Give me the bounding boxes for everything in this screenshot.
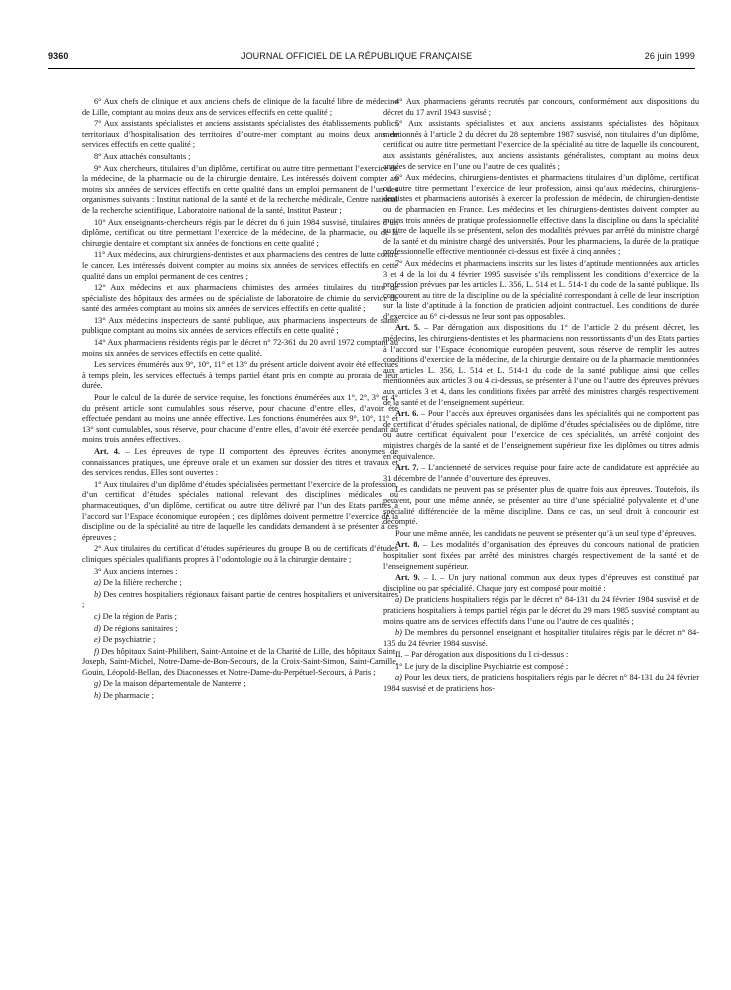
paragraph bbox=[82, 152, 398, 163]
paragraph bbox=[82, 97, 398, 118]
paragraph bbox=[383, 485, 699, 527]
paragraph bbox=[383, 173, 699, 258]
publication-date: 26 juin 1999 bbox=[644, 51, 695, 61]
paragraph bbox=[82, 360, 398, 392]
paragraph-text: Les candidats ne peuvent pas se présenter plus de quatre fois aux épreuves. Toutefois, ils peuvent, pour une même année, se présenter au titre d’une spécialité polyvalente et d’une spécialité différenciée de la même discipline. Dans ce cas, un seul droit à concourir est décompté. bbox=[383, 485, 699, 527]
paragraph bbox=[383, 529, 699, 540]
paragraph-text: – I. – Un jury national commun aux deux types d’épreuves est constitué par discipline ou par spécialité. Chaque jury est composé pour moitié : bbox=[383, 573, 700, 593]
paragraph-text: 14° Aux pharmaciens résidents régis par le décret n° 72-361 du 20 avril 1972 comptant au moins six années de services effectifs en cette qualité. bbox=[82, 338, 398, 358]
paragraph bbox=[82, 578, 398, 589]
item-letter: a) bbox=[395, 673, 402, 683]
header-rule bbox=[48, 68, 695, 69]
paragraph-text: 7° Aux assistants spécialistes et anciens assistants spécialistes des établissements publics territoriaux d’hospitalisation des territoires d’outre-mer comptant au moins deux ans de services effectifs en cette qualité ; bbox=[82, 119, 398, 150]
paragraph bbox=[383, 323, 699, 408]
paragraph-text: 10° Aux enseignants-chercheurs régis par le décret du 6 juin 1984 susvisé, titulaires d’un diplôme, certificat ou titre permettant l’exercice de la médecine, de la pharmacie, ou de la chirurgie dentaire et comptant six années de fonctions en cette qualité ; bbox=[82, 217, 398, 248]
paragraph bbox=[82, 590, 398, 611]
paragraph bbox=[82, 393, 398, 446]
page-header bbox=[48, 51, 695, 67]
article-heading: Art. 5. bbox=[395, 323, 421, 333]
paragraph bbox=[82, 218, 398, 250]
paragraph-text: Pour les deux tiers, de praticiens hospitaliers régis par le décret n° 84-131 du 24 février 1984 susvisé et de praticiens hos- bbox=[383, 673, 699, 694]
paragraph-text: 1° Le jury de la discipline Psychiatrie est composé : bbox=[395, 661, 569, 671]
item-letter: b) bbox=[94, 589, 101, 599]
paragraph-text: 7° Aux médecins et pharmaciens inscrits sur les listes d’aptitude mentionnées aux articles 3 et 4 de la loi du 4 février 1995 susvisée s’ils remplissent les conditions d’exercice de la profession prévues par les articles L. 356, L. 514 et L. 514-1 du code de la santé publique. Ils concourent au titre de la discipline ou de la spécialité correspondant à celle de leur inscription sur la liste d’aptitude à la fonction de praticien adjoint contractuel. Les conditions de durée d’exercice au 6° ci-dessus ne leur sont pas opposables. bbox=[383, 258, 699, 321]
paragraph-text: Pour une même année, les candidats ne peuvent se présenter qu’à un seul type d’épreuves. bbox=[395, 528, 697, 538]
paragraph-text: 12° Aux médecins et aux pharmaciens chimistes des armées titulaires du titre de spécialiste des hôpitaux des armées ou de spécialiste de laboratoire de chimie du service de santé des armées comptant au moins six années de services effectifs en cette qualité ; bbox=[82, 283, 398, 314]
paragraph bbox=[383, 259, 699, 323]
paragraph-text: 4° Aux pharmaciens gérants recrutés par concours, conformément aux dispositions du décret du 17 avril 1943 susvisé ; bbox=[383, 97, 699, 117]
paragraph bbox=[82, 447, 398, 479]
paragraph-text: Les services énumérés aux 9°, 10°, 11° et 13° du présent article doivent avoir été effectués à temps plein, les services effectués à temps partiel étant pris en compte au prorata de leur durée. bbox=[82, 360, 398, 391]
paragraph bbox=[383, 119, 699, 172]
paragraph-text: 6° Aux médecins, chirurgiens-dentistes et pharmaciens titulaires d’un diplôme, certificat ou autre titre permettant l’exercice de leur profession, ainsi qu’aux médecins, chirurgiens-dentistes et pharmaciens autorisés à exercer la profession de médecin, de chirurgien-dentiste ou de pharmacien en France. Les médecins et les chirurgiens-dentistes doivent compter au moins trois années de pratique professionnelle effective dans la discipline ou dans la spécialité au titre de laquelle ils se présentent, selon des modalités prévues par arrêté du ministre chargé de la santé et du ministre chargé des universités. Pour les pharmaciens, la durée de la pratique professionnelle effective mentionnée ci-dessus est fixée à cinq années ; bbox=[383, 173, 699, 257]
paragraph-text: Des hôpitaux Saint-Philibert, Saint-Antoine et de la Charité de Lille, des hôpitaux Saint-Joseph, Saint-Michel, Notre-Dame-de-Bon-Secours, de la Croix-Saint-Simon, Saint-Camille, Gouin, Léopold-Bellan, des Diaconesses et Notre-Dame-du-Perpétuel-Secours, à Paris ; bbox=[82, 646, 398, 677]
paragraph bbox=[383, 409, 699, 462]
paragraph bbox=[82, 480, 398, 544]
article-heading: Art. 7. bbox=[395, 463, 419, 473]
paragraph-text: 1° Aux titulaires d’un diplôme d’études spécialisées permettant l’exercice de la profession, d’un certificat d’études spéciales national relevant des disciplines médicales ou pharmaceutiques, d’un diplôme, certificat ou autre titre délivré par l’un des Etats parties à l’accord sur l’Espace économique européen ; ces diplômes doivent permettre l’exercice de la discipline ou de la spécialité au titre de laquelle les candidats demandent à se présenter à ces épreuves ; bbox=[82, 479, 398, 542]
paragraph bbox=[82, 250, 398, 282]
article-heading: Art. 9. bbox=[395, 573, 420, 583]
paragraph bbox=[82, 316, 398, 337]
article-heading: Art. 4. bbox=[94, 447, 121, 456]
paragraph-text: De régions sanitaires ; bbox=[100, 623, 178, 633]
page-number: 9360 bbox=[48, 51, 69, 61]
paragraph bbox=[82, 691, 398, 702]
article-heading: Art. 8. bbox=[395, 540, 420, 550]
paragraph-text: 9° Aux chercheurs, titulaires d’un diplôme, certificat ou autre titre permettant l’exercice de la médecine, de la pharmacie ou de la chirurgie dentaire. Les intéressés doivent compter au moins six années de services effectifs en cette qualité dans un emploi permanent de l’un des organismes suivants : Institut national de la santé et de la recherche médicale, Centre national de la recherche scientifique, Laboratoire national de la santé, Institut Pasteur ; bbox=[82, 163, 398, 215]
paragraph bbox=[82, 283, 398, 315]
paragraph bbox=[82, 544, 398, 565]
paragraph bbox=[82, 567, 398, 578]
paragraph bbox=[82, 647, 398, 679]
paragraph-text: – Pour l’accès aux épreuves organisées dans les spécialités qui ne comportent pas de certificat d’études spéciales national, de diplôme d’études spécialisées ou de diplôme, titre ou autre certificat équivalent pour l’exercice de ces spécialités, un arrêté conjoint des ministres chargés de la santé et de l’enseignement supérieur fixe les diplômes ou titres admis en équivalence. bbox=[383, 409, 700, 461]
paragraph-text: – Par dérogation aux dispositions du 1° de l’article 2 du présent décret, les médecins, les chirurgiens-dentistes et les pharmaciens non ressortissants d’un des Etats parties à l’accord sur l’Espace économique européen peuvent, sous réserve de remplir les autres conditions d’exercice de la médecine, de la chirurgie dentaire ou de la pharmacie mentionnées aux articles L. 356, L. 514 et L. 514-1 du code de la santé publique ainsi que celles mentionnées aux articles 3 ou 4 ci-dessus, se présenter à l’une ou l’autre des épreuves prévues aux articles 3 et 4, dans les conditions fixées par arrêté des ministres chargés respectivement de la santé et de l’enseignement supérieur. bbox=[383, 323, 700, 407]
left-column bbox=[82, 97, 398, 703]
paragraph bbox=[82, 164, 398, 217]
paragraph bbox=[383, 628, 699, 649]
paragraph-text: Des centres hospitaliers régionaux faisant partie de centres hospitaliers et universitaires ; bbox=[82, 589, 398, 610]
paragraph-text: 8° Aux attachés consultants ; bbox=[94, 151, 191, 161]
paragraph bbox=[82, 612, 398, 623]
paragraph bbox=[82, 679, 398, 690]
paragraph-text: 13° Aux médecins inspecteurs de santé publique, aux pharmaciens inspecteurs de santé publique comptant au moins six années de services effectifs en cette qualité ; bbox=[82, 315, 398, 336]
paragraph bbox=[383, 540, 699, 572]
paragraph bbox=[383, 595, 699, 627]
paragraph-text: II. – Par dérogation aux dispositions du I ci-dessus : bbox=[395, 650, 569, 660]
item-letter: e) bbox=[94, 635, 101, 645]
paragraph-text: 6° Aux chefs de clinique et aux anciens chefs de clinique de la faculté libre de médecine de Lille, comptant au moins deux ans de services effectifs en cette qualité ; bbox=[82, 97, 398, 117]
paragraph bbox=[82, 624, 398, 635]
item-letter: d) bbox=[94, 623, 101, 633]
item-letter: g) bbox=[94, 679, 101, 689]
paragraph-text: 5° Aux assistants spécialistes et aux anciens assistants spécialistes des hôpitaux mentionnés à l’article 2 du décret du 28 septembre 1987 susvisé, non titulaires d’un diplôme, certificat ou autre titre permettant l’exercice de la spécialité au titre de laquelle ils concourent, aux assistants généralistes, aux anciens assistants généralistes, comptant au moins deux années de service en l’une ou l’autre de ces qualités ; bbox=[383, 119, 699, 171]
item-letter: c) bbox=[94, 611, 101, 621]
paragraph-text: Pour le calcul de la durée de service requise, les fonctions énumérées aux 1°, 2°, 3° et 4° du présent article sont cumulables sous réserve, pour chacune d’entre elles, d’avoir été effectuée pendant au moins une année effective. Les fonctions énumérées aux 9°, 10°, 11° et 13° sont cumulables, sous réserve, pour chacune d’entre elles, d’avoir été exercée pendant au moins trois années effectives. bbox=[82, 393, 398, 445]
paragraph bbox=[82, 119, 398, 151]
item-letter: a) bbox=[94, 578, 101, 588]
paragraph bbox=[383, 673, 699, 694]
journal-title: JOURNAL OFFICIEL DE LA RÉPUBLIQUE FRANÇAISE bbox=[240, 51, 473, 61]
paragraph bbox=[383, 97, 699, 118]
article-heading: Art. 6. bbox=[395, 409, 419, 419]
paragraph bbox=[82, 635, 398, 646]
item-letter: h) bbox=[94, 691, 101, 701]
paragraph-text: De pharmacie ; bbox=[100, 691, 155, 701]
paragraph-text: 2° Aux titulaires du certificat d’études supérieures du groupe B ou de certificats d’études cliniques spéciales qualifiants propres à l’odontologie ou à la chirurgie dentaire ; bbox=[82, 544, 398, 564]
paragraph bbox=[82, 338, 398, 359]
paragraph bbox=[383, 573, 699, 594]
item-letter: a) bbox=[395, 595, 402, 605]
paragraph bbox=[383, 463, 699, 484]
paragraph-text: – Les épreuves de type II comportent des épreuves écrites anonymes de connaissances pratiques, une épreuve orale et un examen sur dossier des titres et travaux et des services rendus. Elles sont ouvertes : bbox=[82, 447, 399, 478]
paragraph-text: De psychiatrie ; bbox=[100, 635, 156, 645]
paragraph-text: 11° Aux médecins, aux chirurgiens-dentistes et aux pharmaciens des centres de lutte contre le cancer. Les intéressés doivent compter au moins six années de services effectifs en cette qualité dans un emploi permanent de ces centres ; bbox=[82, 250, 398, 281]
paragraph-text: De membres du personnel enseignant et hospitalier titulaires régis par le décret n° 84-135 du 24 février 1984 susvisé. bbox=[383, 628, 699, 648]
right-column bbox=[383, 97, 699, 696]
paragraph bbox=[383, 662, 699, 673]
paragraph-text: – L’ancienneté de services requise pour faire acte de candidature est appréciée au 31 décembre de l’année d’ouverture des épreuves. bbox=[383, 463, 699, 483]
paragraph-text: – Les modalités d’organisation des épreuves du concours national de praticien hospitalier sont fixées par arrêté des ministres chargés respectivement de la santé et de l’enseignement supérieur. bbox=[383, 540, 700, 571]
item-letter: f) bbox=[94, 646, 100, 656]
paragraph-text: De la région de Paris ; bbox=[100, 611, 177, 621]
paragraph-text: De praticiens hospitaliers régis par le décret n° 84-131 du 24 février 1984 susvisé et de praticiens hospitaliers à temps partiel régis par le décret du 29 mars 1985 susvisé comptant au moins quatre ans de services effectifs dans l’une ou l’autre de ces qualités ; bbox=[383, 595, 699, 626]
paragraph-text: De la filière recherche ; bbox=[100, 578, 182, 588]
paragraph-text: 3° Aux anciens internes : bbox=[94, 566, 178, 576]
item-letter: b) bbox=[395, 628, 402, 638]
paragraph-text: De la maison départementale de Nanterre ; bbox=[100, 679, 246, 689]
paragraph bbox=[383, 650, 699, 661]
